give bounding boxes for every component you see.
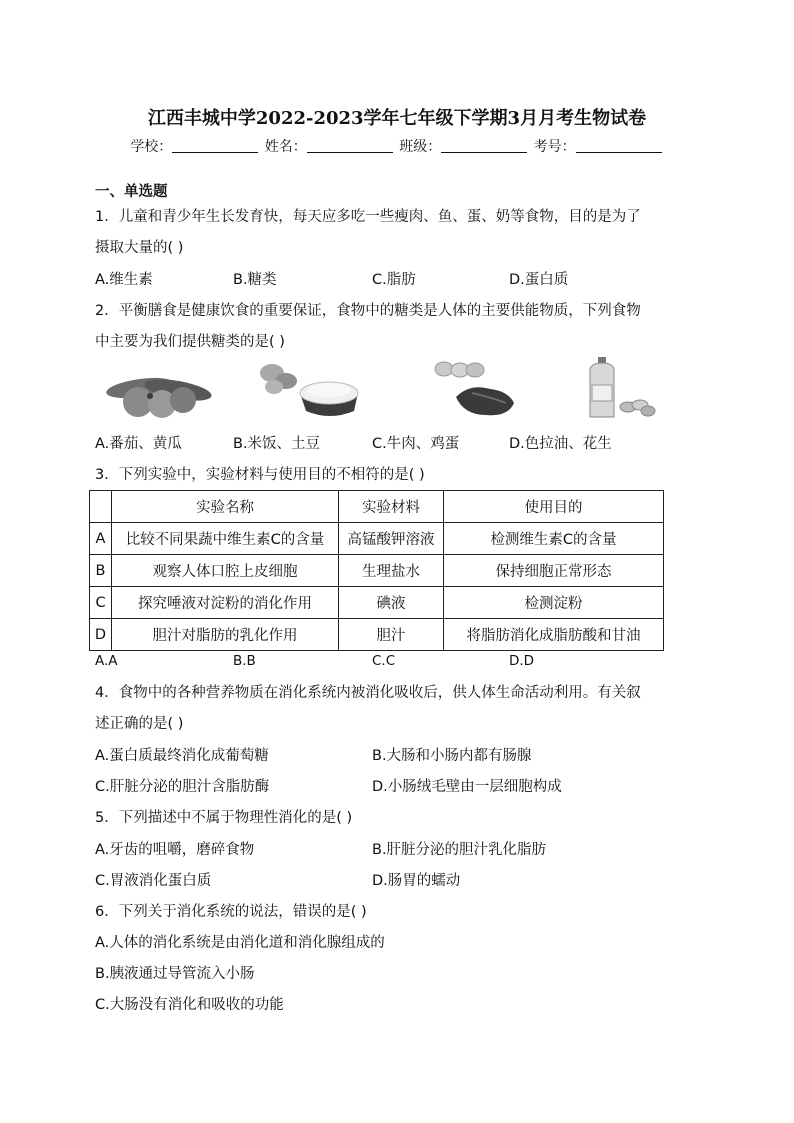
q6-option-b[interactable]: B.胰液通过导管流入小肠	[95, 966, 255, 982]
q3-stem: 3．下列实验中，实验材料与使用目的不相符的是( )	[95, 467, 425, 483]
table-cell: 碘液	[339, 587, 444, 619]
table-row	[90, 555, 664, 587]
table-cell: 检测维生素C的含量	[444, 523, 664, 555]
name-label: 姓名：	[264, 139, 307, 155]
q5-option-c[interactable]: C.胃液消化蛋白质	[95, 873, 212, 889]
table-header-cell: 实验名称	[112, 491, 339, 523]
table-cell: A	[90, 523, 112, 555]
q5-option-a[interactable]: A.牙齿的咀嚼，磨碎食物	[95, 842, 255, 858]
table-header-cell: 使用目的	[444, 491, 664, 523]
school-blank[interactable]	[172, 138, 258, 153]
student-info-line	[0, 136, 794, 156]
q5-option-d[interactable]: D.肠胃的蠕动	[372, 873, 461, 889]
school-label: 学校：	[130, 139, 173, 155]
table-row	[90, 587, 664, 619]
exam-number-label: 考号：	[533, 139, 576, 155]
rice-potato-image	[250, 355, 365, 423]
table-cell: 探究唾液对淀粉的消化作用	[112, 587, 339, 619]
q4-option-b[interactable]: B.大肠和小肠内都有肠腺	[372, 748, 532, 764]
oil-peanut-image	[578, 355, 658, 423]
table-cell: 高锰酸钾溶液	[339, 523, 444, 555]
table-cell: 胆汁	[339, 619, 444, 651]
tomato-cucumber-image	[100, 360, 215, 422]
table-cell: 将脂肪消化成脂肪酸和甘油	[444, 619, 664, 651]
page-title: 江西丰城中学2022-2023学年七年级下学期3月月考生物试卷	[147, 108, 647, 129]
section-heading: 一、单选题	[95, 184, 168, 200]
q6-option-c[interactable]: C.大肠没有消化和吸收的功能	[95, 997, 284, 1013]
q4-stem-line2: 述正确的是( )	[95, 716, 184, 732]
table-header-cell	[90, 491, 112, 523]
q1-option-b[interactable]: B.糖类	[233, 272, 277, 288]
q2-option-c[interactable]: C.牛肉、鸡蛋	[372, 436, 460, 452]
table-cell: C	[90, 587, 112, 619]
q3-option-b[interactable]: B.B	[233, 653, 256, 669]
q2-option-d[interactable]: D.色拉油、花生	[509, 436, 612, 452]
q3-option-d[interactable]: D.D	[509, 653, 535, 669]
q1-stem-line1: 1．儿童和青少年生长发育快，每天应多吃一些瘦肉、鱼、蛋、奶等食物，目的是为了	[95, 209, 641, 225]
table-cell: 生理盐水	[339, 555, 444, 587]
table-cell: B	[90, 555, 112, 587]
q2-stem-line2: 中主要为我们提供糖类的是( )	[95, 334, 285, 350]
class-blank[interactable]	[441, 138, 527, 153]
q3-option-a[interactable]: A.A	[95, 653, 118, 669]
q2-option-a[interactable]: A.番茄、黄瓜	[95, 436, 182, 452]
q4-option-c[interactable]: C.肝脏分泌的胆汁含脂肪酶	[95, 779, 270, 795]
q2-option-b[interactable]: B.米饭、土豆	[233, 436, 321, 452]
table-header-cell: 实验材料	[339, 491, 444, 523]
q4-option-a[interactable]: A.蛋白质最终消化成葡萄糖	[95, 748, 269, 764]
q2-stem-line1: 2．平衡膳食是健康饮食的重要保证，食物中的糖类是人体的主要供能物质，下列食物	[95, 303, 641, 319]
q5-option-b[interactable]: B.肝脏分泌的胆汁乳化脂肪	[372, 842, 547, 858]
q1-option-a[interactable]: A.维生素	[95, 272, 153, 288]
table-row	[90, 523, 664, 555]
q1-option-d[interactable]: D.蛋白质	[509, 272, 569, 288]
q4-stem-line1: 4．食物中的各种营养物质在消化系统内被消化吸收后，供人体生命活动利用。有关叙	[95, 685, 641, 701]
exam-number-blank[interactable]	[576, 138, 662, 153]
q3-option-c[interactable]: C.C	[372, 653, 396, 669]
q4-option-d[interactable]: D.小肠绒毛壁由一层细胞构成	[372, 779, 562, 795]
table-cell: 保持细胞正常形态	[444, 555, 664, 587]
table-cell: 观察人体口腔上皮细胞	[112, 555, 339, 587]
table-row	[90, 619, 664, 651]
q1-option-c[interactable]: C.脂肪	[372, 272, 416, 288]
q6-stem: 6．下列关于消化系统的说法，错误的是( )	[95, 904, 367, 920]
beef-egg-image	[430, 357, 525, 425]
q5-stem: 5．下列描述中不属于物理性消化的是( )	[95, 810, 353, 826]
q1-stem-line2: 摄取大量的( )	[95, 240, 184, 256]
table-cell: D	[90, 619, 112, 651]
table-cell: 胆汁对脂肪的乳化作用	[112, 619, 339, 651]
experiment-table	[89, 490, 664, 651]
table-header-row	[90, 491, 664, 523]
name-blank[interactable]	[307, 138, 393, 153]
table-cell: 比较不同果蔬中维生素C的含量	[112, 523, 339, 555]
table-cell: 检测淀粉	[444, 587, 664, 619]
q6-option-a[interactable]: A.人体的消化系统是由消化道和消化腺组成的	[95, 935, 385, 951]
class-label: 班级：	[399, 139, 442, 155]
